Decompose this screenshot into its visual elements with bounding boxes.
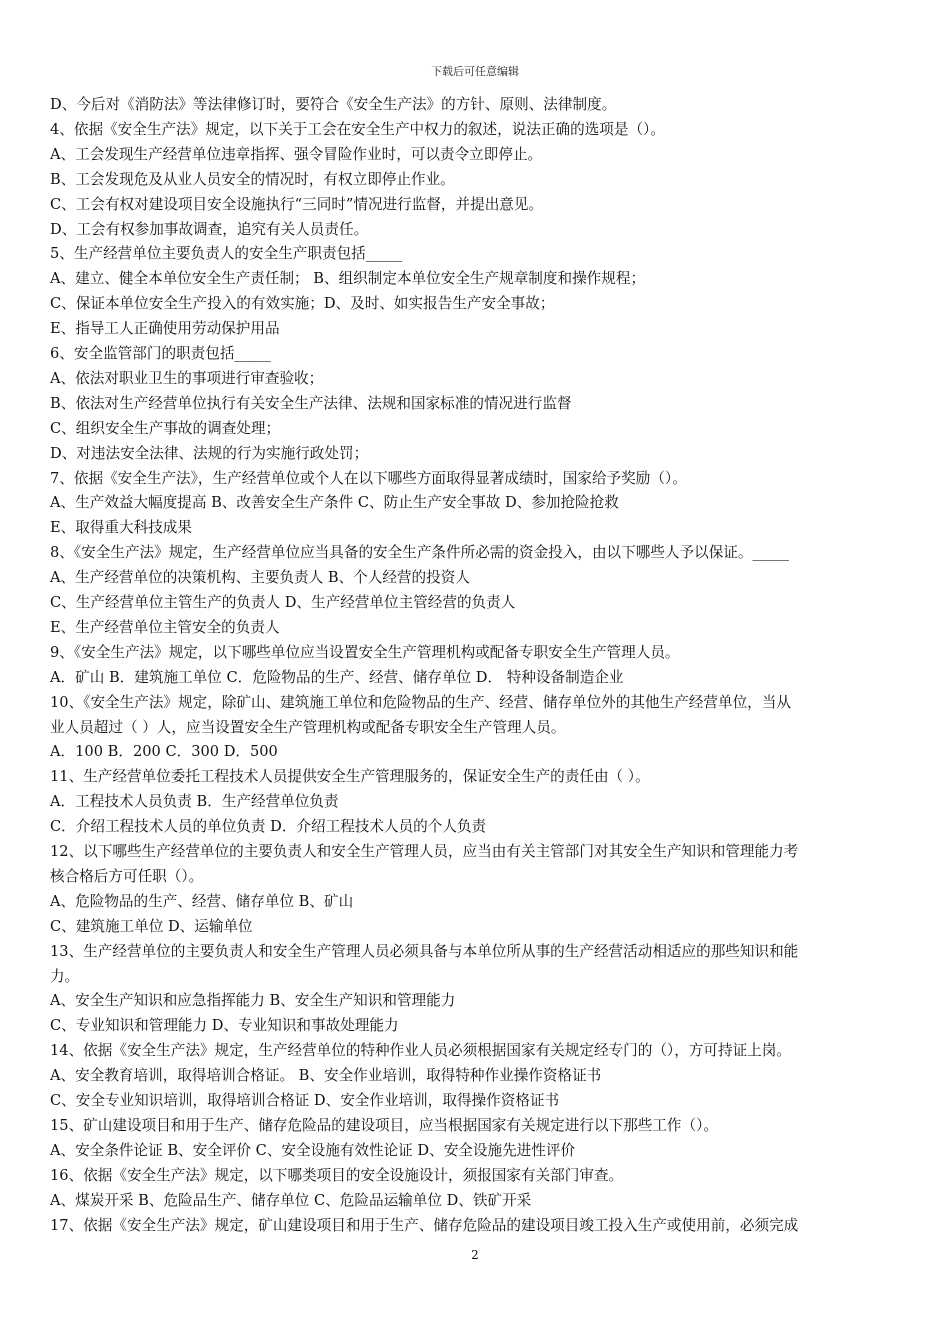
text-line: A．100 B．200 C．300 D．500 xyxy=(50,743,278,761)
text-line: E、取得重大科技成果 xyxy=(50,519,192,537)
text-line: A、工会发现生产经营单位违章指挥、强令冒险作业时，可以责令立即停止。 xyxy=(50,145,543,163)
text-line: D、工会有权参加事故调查，追究有关人员责任。 xyxy=(50,220,369,238)
text-line: C、保证本单位安全生产投入的有效实施；D、及时、如实报告生产安全事故； xyxy=(50,295,555,313)
text-line: 6、安全监管部门的职责包括_____ xyxy=(50,345,271,362)
text-line: 13、生产经营单位的主要负责人和安全生产管理人员必须具备与本单位所从事的生产经营活动相适应的那些知识和能 xyxy=(50,942,799,960)
text-line: 核合格后方可任职（）。 xyxy=(50,867,204,885)
text-line: 业人员超过（ ）人，应当设置安全生产管理机构或配备专职安全生产管理人员。 xyxy=(50,718,566,736)
text-line: B、工会发现危及从业人员安全的情况时，有权立即停止作业。 xyxy=(50,170,455,188)
text-line: C、生产经营单位主管生产的负责人 D、生产经营单位主管经营的负责人 xyxy=(50,594,516,611)
text-line: 15、矿山建设项目和用于生产、储存危险品的建设项目，应当根据国家有关规定进行以下那些工作（）。 xyxy=(50,1116,718,1134)
text-line: 4、依据《安全生产法》规定，以下关于工会在安全生产中权力的叙述，说法正确的选项是（）。 xyxy=(50,120,665,138)
text-line: B、依法对生产经营单位执行有关安全生产法律、法规和国家标准的情况进行监督 xyxy=(50,394,572,412)
text-line: C、专业知识和管理能力 D、专业知识和事故处理能力 xyxy=(50,1017,399,1035)
text-line: 10、《安全生产法》规定，除矿山、建筑施工单位和危险物品的生产、经营、储存单位外的其他生产经营单位，当从 xyxy=(50,693,791,711)
text-line: 14、依据《安全生产法》规定，生产经营单位的特种作业人员必须根据国家有关规定经专门的（），方可持证上岗。 xyxy=(50,1042,791,1060)
text-line: E、指导工人正确使用劳动保护用品 xyxy=(50,320,280,338)
text-line: 5、生产经营单位主要负责人的安全生产职责包括_____ xyxy=(50,245,403,263)
text-line: 8、《安全生产法》规定，生产经营单位应当具备的安全生产条件所必需的资金投入，由以下哪些人予以保证。_____ xyxy=(50,544,789,562)
text-line: 7、依据《安全生产法》，生产经营单位或个人在以下哪些方面取得显著成绩时，国家给予奖励（）。 xyxy=(50,469,687,487)
text-line: A、煤炭开采 B、危险品生产、储存单位 C、危险品运输单位 D、铁矿开采 xyxy=(50,1191,532,1209)
text-line: D、今后对《消防法》等法律修订时，要符合《安全生产法》的方针、原则、法律制度。 xyxy=(50,96,617,113)
text-line: A、安全生产知识和应急指挥能力 B、安全生产知识和管理能力 xyxy=(50,992,456,1010)
text-line: A、生产效益大幅度提高 B、改善安全生产条件 C、防止生产安全事故 D、参加抢险抢救 xyxy=(50,494,619,512)
text-line: A、建立、健全本单位安全生产责任制； B、组织制定本单位安全生产规章制度和操作规程； xyxy=(50,270,646,288)
text-line: C．介绍工程技术人员的单位负责 D．介绍工程技术人员的个人负责 xyxy=(50,818,487,836)
text-line: A、生产经营单位的决策机构、主要负责人 B、个人经营的投资人 xyxy=(50,569,470,587)
text-line: 11、生产经营单位委托工程技术人员提供安全生产管理服务的，保证安全生产的责任由（ ）。 xyxy=(50,768,650,786)
text-line: 9、《安全生产法》规定，以下哪些单位应当设置安全生产管理机构或配备专职安全生产管理人员。 xyxy=(50,643,680,661)
text-line: C、建筑施工单位 D、运输单位 xyxy=(50,917,253,935)
text-line: E、生产经营单位主管安全的负责人 xyxy=(50,618,280,636)
text-line: A、依法对职业卫生的事项进行审查验收； xyxy=(50,369,324,387)
text-line: C、工会有权对建设项目安全设施执行“三同时”情况进行监督，并提出意见。 xyxy=(50,195,544,213)
page-number: 2 xyxy=(471,1248,479,1262)
text-line: A、危险物品的生产、经营、储存单位 B、矿山 xyxy=(50,892,354,910)
text-line: A、安全条件论证 B、安全评价 C、安全设施有效性论证 D、安全设施先进性评价 xyxy=(50,1141,576,1159)
text-line: C、组织安全生产事故的调查处理； xyxy=(50,419,281,437)
text-line: 12、以下哪些生产经营单位的主要负责人和安全生产管理人员，应当由有关主管部门对其安全生产知识和管理能力考 xyxy=(50,843,799,860)
text-line: 17、依据《安全生产法》规定，矿山建设项目和用于生产、储存危险品的建设项目竣工投入生产或使用前，必须完成 xyxy=(50,1216,799,1234)
text-line: A、安全教育培训，取得培训合格证。 B、安全作业培训，取得特种作业操作资格证书 xyxy=(50,1067,602,1085)
text-line: A．工程技术人员负责 B．生产经营单位负责 xyxy=(50,793,339,811)
text-line: 力。 xyxy=(50,967,80,985)
text-line: 16、依据《安全生产法》规定，以下哪类项目的安全设施设计，须报国家有关部门审查。 xyxy=(50,1166,624,1184)
text-line: C、安全专业知识培训，取得培训合格证 D、安全作业培训，取得操作资格证书 xyxy=(50,1092,560,1109)
page-header: 下载后可任意编辑 xyxy=(431,65,519,78)
text-line: A．矿山 B．建筑施工单位 C．危险物品的生产、经营、储存单位 D． 特种设备制造企业 xyxy=(50,668,624,686)
text-line: D、对违法安全法律、法规的行为实施行政处罚； xyxy=(50,444,369,462)
